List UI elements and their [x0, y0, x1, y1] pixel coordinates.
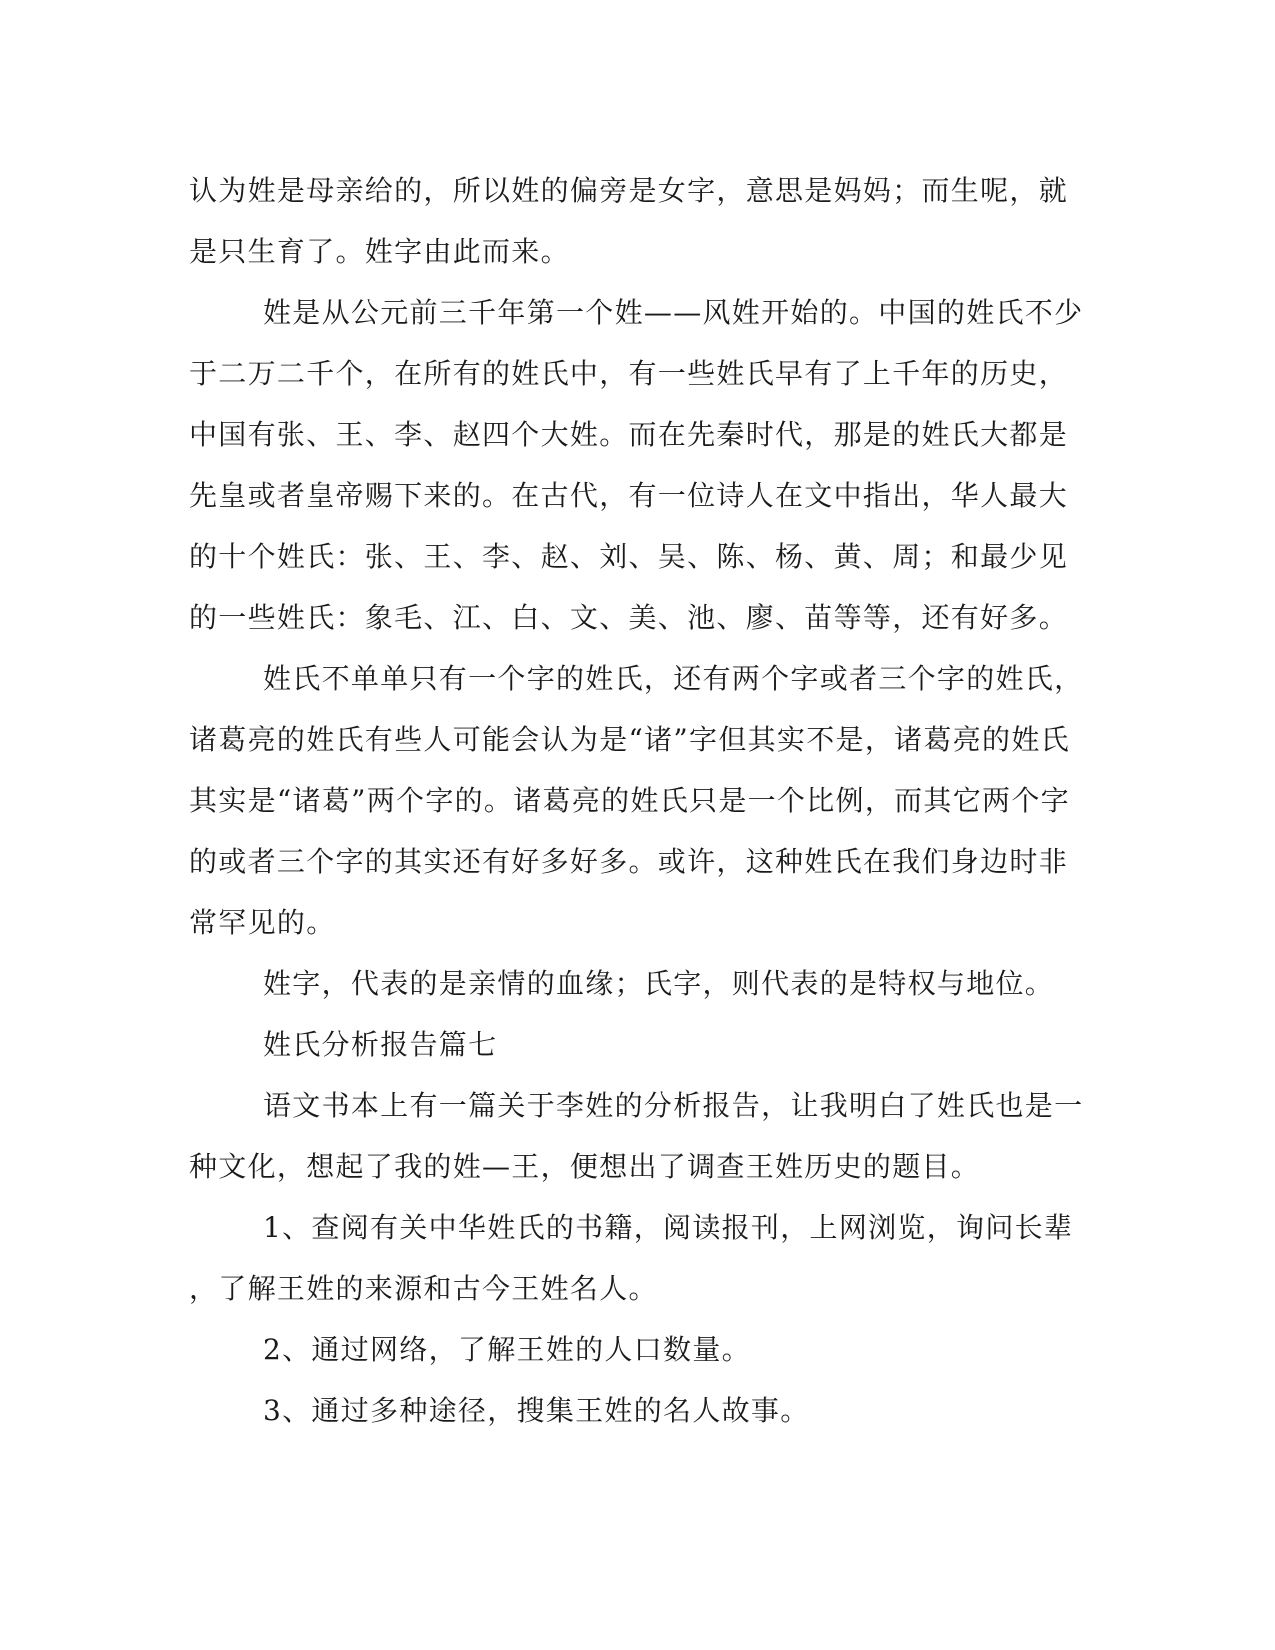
list-item: 3、通过多种途径，搜集王姓的名人故事。 — [263, 1394, 810, 1427]
text-line: 的十个姓氏：张、王、李、赵、刘、吴、陈、杨、黄、周；和最少见 — [189, 540, 1069, 573]
text-line: 种文化，想起了我的姓—王，便想出了调查王姓历史的题目。 — [189, 1150, 981, 1183]
text-line: 的或者三个字的其实还有好多好多。或许，这种姓氏在我们身边时非 — [189, 845, 1069, 878]
text-line: 常罕见的。 — [189, 906, 336, 939]
list-item: 1、查阅有关中华姓氏的书籍，阅读报刊，上网浏览，询问长辈 — [263, 1211, 1074, 1244]
text-line: 中国有张、王、李、赵四个大姓。而在先秦时代，那是的姓氏大都是 — [189, 418, 1069, 451]
list-item: 2、通过网络，了解王姓的人口数量。 — [263, 1333, 751, 1366]
text-line: 其实是“诸葛”两个字的。诸葛亮的姓氏只是一个比例，而其它两个字 — [189, 784, 1070, 817]
text-line: 姓字，代表的是亲情的血缘；氏字，则代表的是特权与地位。 — [263, 967, 1055, 1000]
text-line: 于二万二千个，在所有的姓氏中，有一些姓氏早有了上千年的历史， — [189, 357, 1069, 390]
text-line: 语文书本上有一篇关于李姓的分析报告，让我明白了姓氏也是一 — [263, 1089, 1084, 1122]
document-body — [189, 160, 1084, 1441]
text-line: ，了解王姓的来源和古今王姓名人。 — [189, 1272, 658, 1305]
text-line: 姓是从公元前三千年第一个姓——风姓开始的。中国的姓氏不少 — [263, 296, 1084, 329]
section-heading: 姓氏分析报告篇七 — [263, 1028, 498, 1061]
text-line: 的一些姓氏：象毛、江、白、文、美、池、廖、苗等等，还有好多。 — [189, 601, 1069, 634]
text-line: 是只生育了。姓字由此而来。 — [189, 235, 570, 268]
text-line: 先皇或者皇帝赐下来的。在古代，有一位诗人在文中指出，华人最大 — [189, 479, 1069, 512]
text-line: 姓氏不单单只有一个字的姓氏，还有两个字或者三个字的姓氏， — [263, 662, 1084, 695]
text-line: 诸葛亮的姓氏有些人可能会认为是“诸”字但其实不是，诸葛亮的姓氏 — [189, 723, 1070, 756]
text-line: 认为姓是母亲给的，所以姓的偏旁是女字，意思是妈妈；而生呢，就 — [189, 174, 1069, 207]
